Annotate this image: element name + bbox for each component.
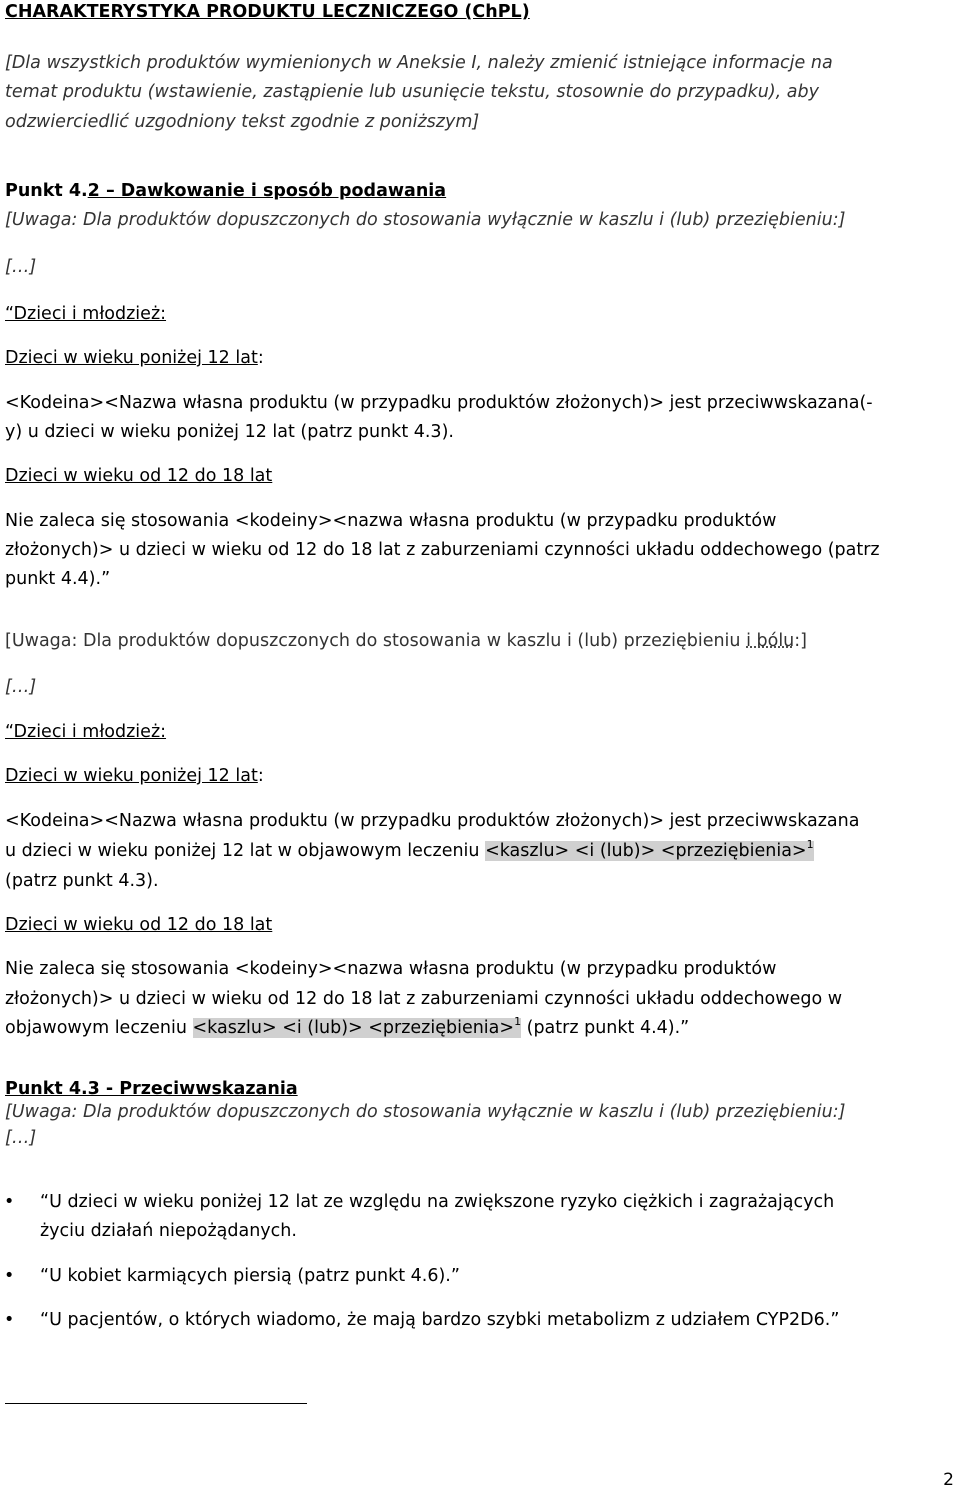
section-4-2-heading <box>5 177 956 207</box>
paragraph-b-line-3: punkt 4.4).” <box>5 569 111 589</box>
paragraph-c-line-2: u dzieci w wieku poniżej 12 lat w objawowym leczeniu <kaszlu> <i (lub)> <przeziębienia>$^1$ <box>5 838 814 861</box>
children-header-1: “Dzieci i młodzież: <box>5 304 167 324</box>
intro-line-3: odzwierciedlić uzgodniony tekst zgodnie z poniższym] <box>5 112 480 132</box>
contraindication-1-line-2: życiu działań niepożądanych. <box>40 1221 297 1241</box>
intro-line-2: temat produktu (wstawienie, zastąpienie lub usunięcie tekstu, stosownie do przypadku), aby <box>5 82 819 102</box>
contraindication-3: “U pacjentów, o których wiadomo, że mają bardzo szybki metabolizm z udziałem CYP2D6.” <box>40 1310 840 1330</box>
footnote-separator <box>5 1403 307 1404</box>
bullet-2: • <box>4 1266 15 1286</box>
document-title: CHARAKTERYSTYKA PRODUKTU LECZNICZEGO (ChPL) <box>5 2 530 22</box>
bullet-3: • <box>4 1310 15 1330</box>
paragraph-b-line-2: złożonych)> u dzieci w wieku od 12 do 18 lat z zaburzeniami czynności układu oddechowego (patrz <box>5 540 880 560</box>
age-12-18-header-1: Dzieci w wieku od 12 do 18 lat <box>5 466 273 486</box>
under-12-header-2: Dzieci w wieku poniżej 12 lat: <box>5 766 264 786</box>
paragraph-c-line-1: <Kodeina><Nazwa własna produktu (w przypadku produktów złożonych)> jest przeciwwskazana <box>5 811 860 831</box>
section-4-2-label: Punkt 4. <box>5 181 88 201</box>
paragraph-a-line-1: <Kodeina><Nazwa własna produktu (w przypadku produktów złożonych)> jest przeciwwskazana(- <box>5 393 873 413</box>
section-4-2-title: 2 – Dawkowanie i sposób podawania <box>87 181 447 201</box>
paragraph-d-line-2: złożonych)> u dzieci w wieku od 12 do 18 lat z zaburzeniami czynności układu oddechowego w <box>5 989 843 1009</box>
under-12-header-1: Dzieci w wieku poniżej 12 lat: <box>5 348 264 368</box>
footnote-mark-2: 1 <box>514 1015 522 1028</box>
page-number: 2 <box>943 1470 954 1490</box>
ellipsis-1: […] <box>5 257 37 277</box>
highlight-kaszlu-1: <kaszlu> <i (lub)> <przeziębienia>$^1$ <box>485 838 814 861</box>
contraindication-1-line-1: “U dzieci w wieku poniżej 12 lat ze względu na zwiększone ryzyko ciężkich i zagrażających <box>40 1192 835 1212</box>
ellipsis-3: […] <box>5 1128 37 1148</box>
paragraph-d-line-3: objawowym leczeniu <kaszlu> <i (lub)> <przeziębienia>$^1$ (patrz punkt 4.4).” <box>5 1015 690 1038</box>
paragraph-d-line-1: Nie zaleca się stosowania <kodeiny><nazwa własna produktu (w przypadku produktów <box>5 959 777 979</box>
section-4-2-note-1: [Uwaga: Dla produktów dopuszczonych do stosowania wyłącznie w kaszlu i (lub) przeziębieniu:] <box>5 210 846 230</box>
bullet-1: • <box>4 1192 15 1212</box>
paragraph-a-line-2: y) u dzieci w wieku poniżej 12 lat (patrz punkt 4.3). <box>5 422 454 442</box>
section-4-3-note: [Uwaga: Dla produktów dopuszczonych do stosowania wyłącznie w kaszlu i (lub) przeziębieniu:] <box>5 1102 846 1122</box>
section-4-2-note-2: [Uwaga: Dla produktów dopuszczonych do stosowania w kaszlu i (lub) przeziębieniu i bólu:] <box>5 631 808 651</box>
paragraph-b-line-1: Nie zaleca się stosowania <kodeiny><nazwa własna produktu (w przypadku produktów <box>5 511 777 531</box>
contraindication-2: “U kobiet karmiących piersią (patrz punkt 4.6).” <box>40 1266 460 1286</box>
age-12-18-header-2: Dzieci w wieku od 12 do 18 lat <box>5 915 273 935</box>
intro-line-1: [Dla wszystkich produktów wymienionych w Aneksie I, należy zmienić istniejące informacje na <box>5 53 833 73</box>
footnote-mark-1: 1 <box>806 838 814 851</box>
highlight-kaszlu-2: <kaszlu> <i (lub)> <przeziębienia>$^1$ <box>192 1015 522 1038</box>
paragraph-c-line-3: (patrz punkt 4.3). <box>5 871 159 891</box>
section-4-3-heading: Punkt 4.3 - Przeciwwskazania <box>5 1079 298 1099</box>
children-header-2: “Dzieci i młodzież: <box>5 722 167 742</box>
ellipsis-2: […] <box>5 677 37 697</box>
